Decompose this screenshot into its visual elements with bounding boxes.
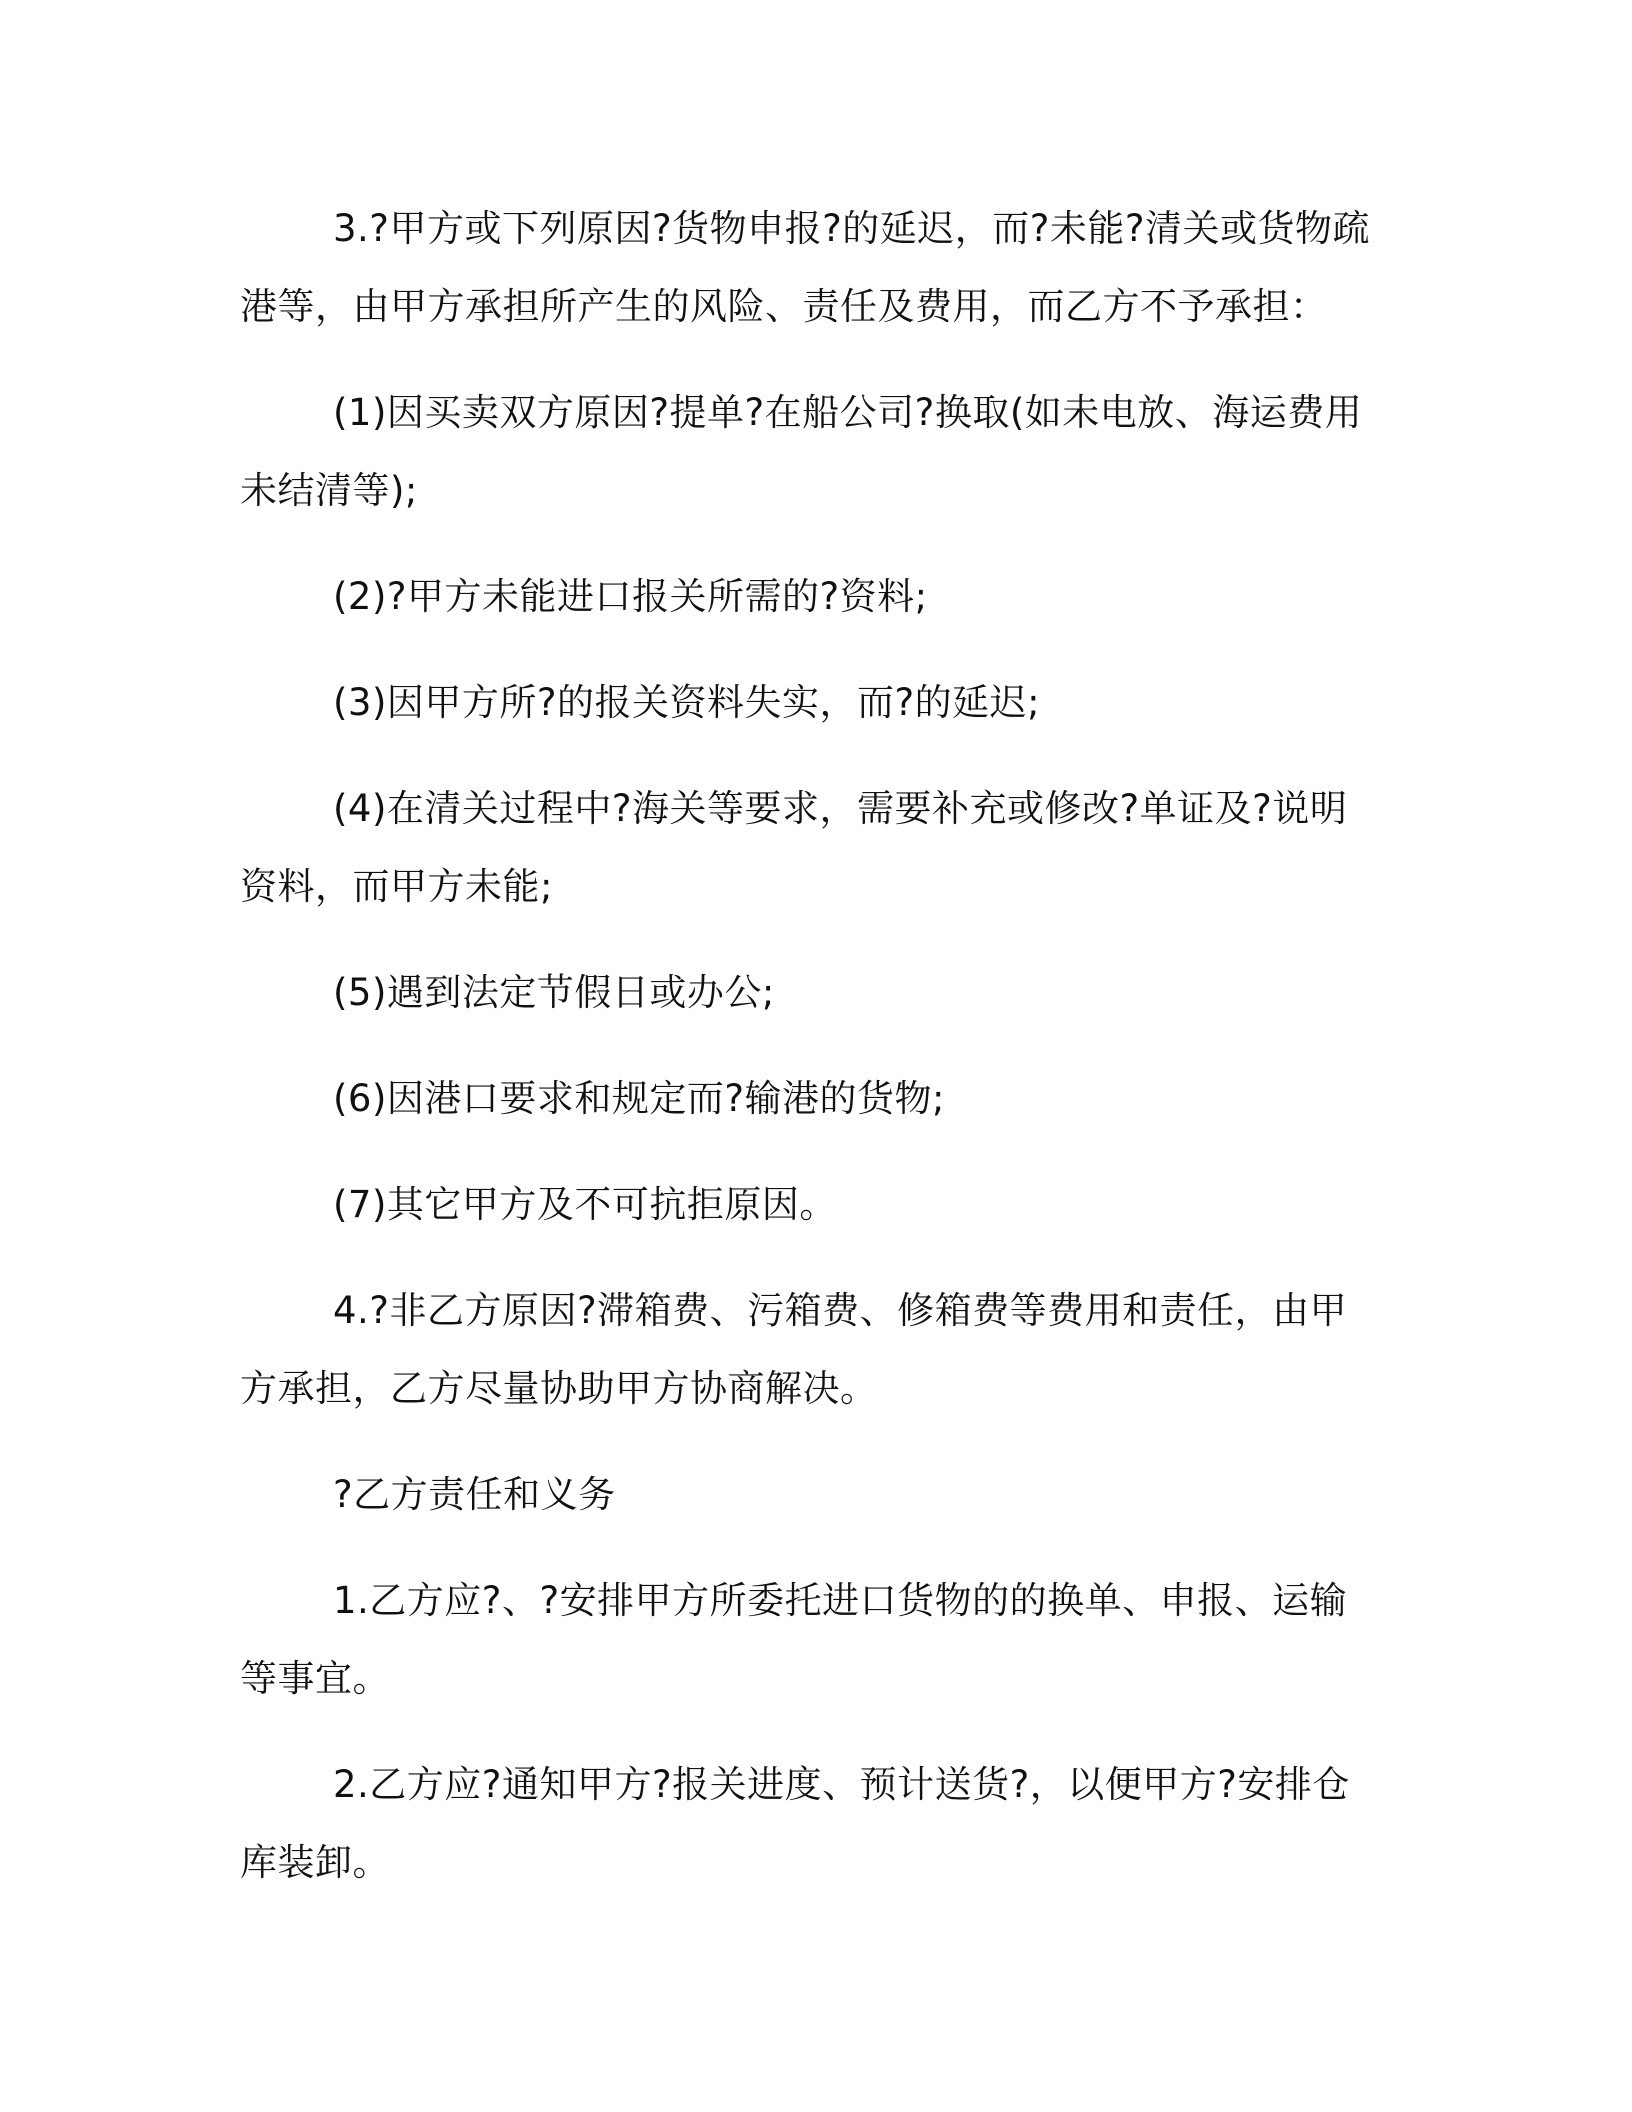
paragraph-clause-3: 3.?甲方或下列原因?货物申报?的延迟，而?未能?清关或货物疏港等，由甲方承担所产生的风险、责任及费用，而乙方不予承担： bbox=[240, 207, 1370, 328]
paragraph-item-5: (5)遇到法定节假日或办公; bbox=[333, 971, 775, 1014]
paragraph-duty-1: 1.乙方应?、?安排甲方所委托进口货物的的换单、申报、运输等事宜。 bbox=[240, 1579, 1348, 1700]
document-body bbox=[240, 190, 1380, 1902]
paragraph-duty-2: 2.乙方应?通知甲方?报关进度、预计送货?，以便甲方?安排仓库装卸。 bbox=[240, 1763, 1350, 1884]
paragraph-item-4: (4)在清关过程中?海关等要求，需要补充或修改?单证及?说明资料，而甲方未能; bbox=[240, 787, 1348, 908]
paragraph-item-1: (1)因买卖双方原因?提单?在船公司?换取(如未电放、海运费用未结清等); bbox=[240, 391, 1363, 512]
paragraph-item-6: (6)因港口要求和规定而?输港的货物; bbox=[333, 1077, 946, 1120]
paragraph-item-7: (7)其它甲方及不可抗拒原因。 bbox=[333, 1183, 837, 1226]
section-heading: ?乙方责任和义务 bbox=[333, 1473, 616, 1516]
paragraph-item-2: (2)?甲方未能进口报关所需的?资料; bbox=[333, 575, 928, 618]
paragraph-item-3: (3)因甲方所?的报关资料失实，而?的延迟; bbox=[333, 681, 1041, 724]
paragraph-clause-4: 4.?非乙方原因?滞箱费、污箱费、修箱费等费用和责任，由甲方承担，乙方尽量协助甲方协商解决。 bbox=[240, 1289, 1348, 1410]
